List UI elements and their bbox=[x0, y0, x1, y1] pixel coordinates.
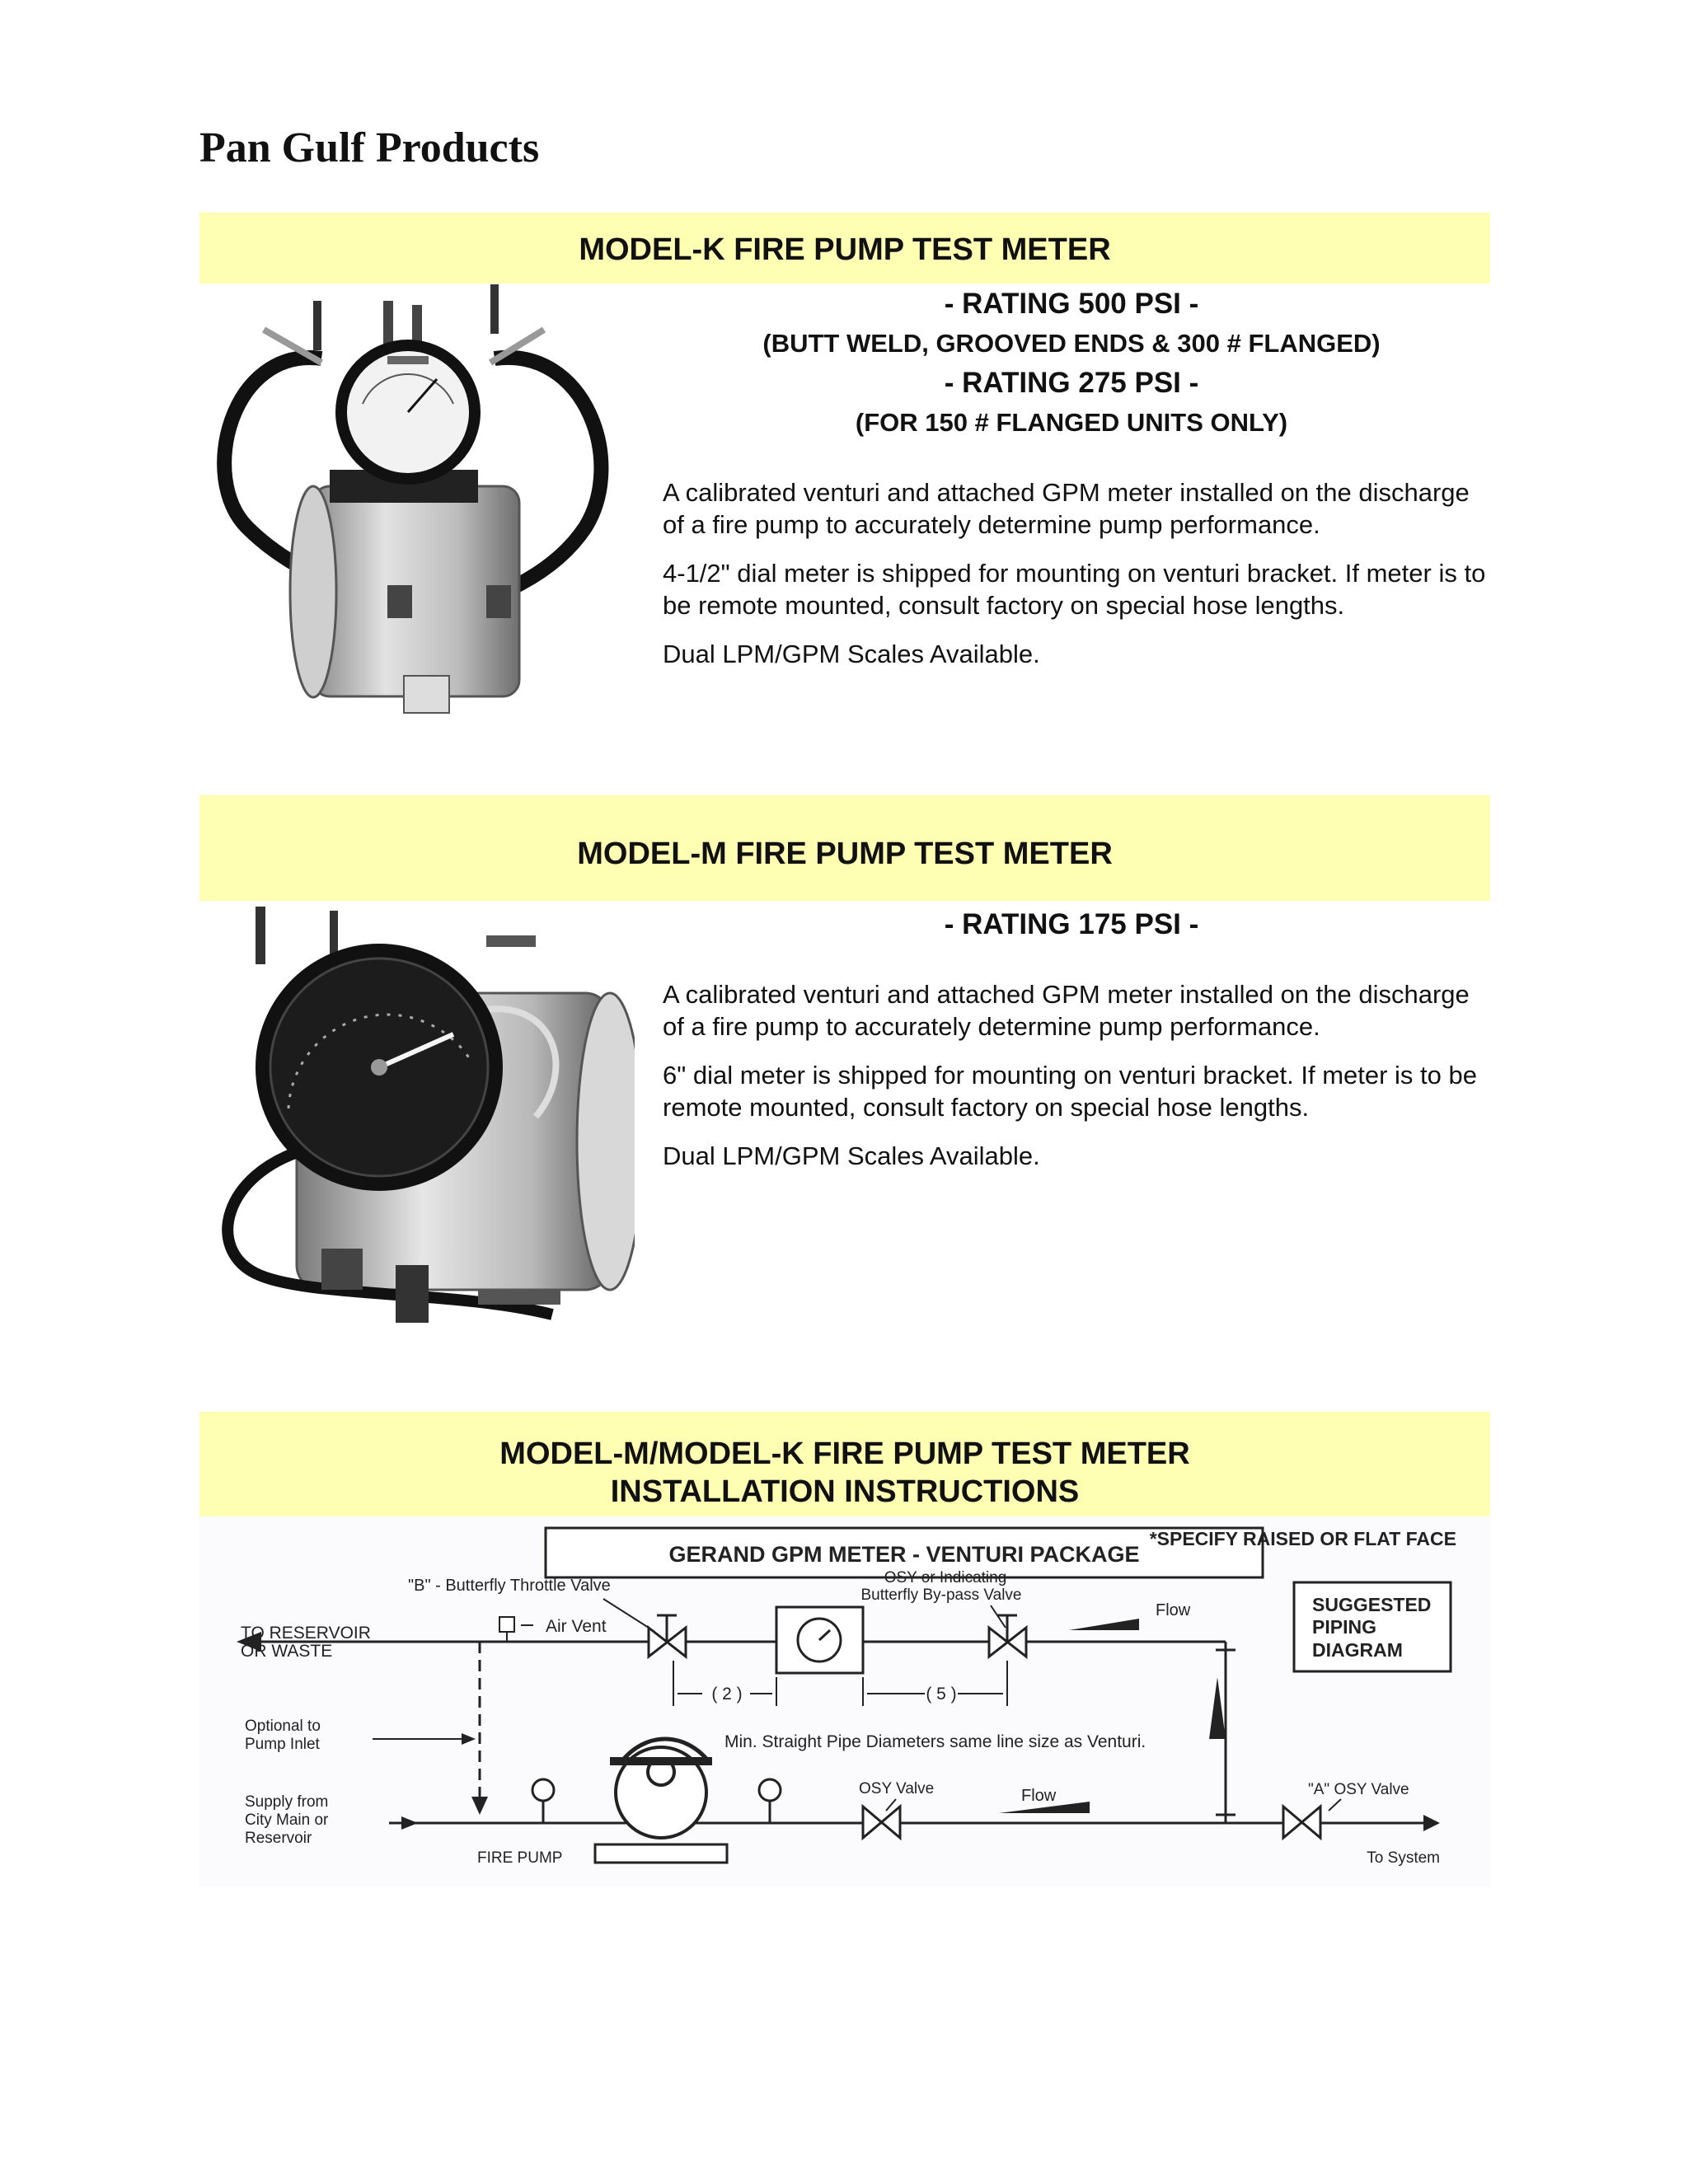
dimension-2: ( 2 ) bbox=[711, 1685, 743, 1704]
model-k-rating-275: - RATING 275 PSI - bbox=[944, 367, 1199, 399]
supply-line-3: Reservoir bbox=[245, 1830, 312, 1847]
installation-title-line-2: INSTALLATION INSTRUCTIONS bbox=[610, 1474, 1080, 1509]
to-reservoir-line-2: OR WASTE bbox=[241, 1642, 333, 1661]
model-k-desc-3: Dual LPM/GPM Scales Available. bbox=[663, 640, 1040, 668]
piping-diagram bbox=[199, 1516, 1490, 1887]
specify-note: *SPECIFY RAISED OR FLAT FACE bbox=[1149, 1528, 1456, 1549]
flow-upper-label: Flow bbox=[1156, 1601, 1191, 1619]
model-m-desc-1: A calibrated venturi and attached GPM meter installed on the discharge of a fire pump to accurately determine pump performance. bbox=[663, 980, 1470, 1041]
model-m-ratings bbox=[659, 905, 1484, 944]
suggested-line-3: DIAGRAM bbox=[1312, 1639, 1403, 1661]
installation-title-band bbox=[199, 1412, 1490, 1519]
model-m-desc-3: Dual LPM/GPM Scales Available. bbox=[663, 1141, 1040, 1170]
suggested-line-1: SUGGESTED bbox=[1312, 1594, 1432, 1615]
model-k-ratings bbox=[659, 284, 1484, 443]
model-m-meter-photo bbox=[206, 902, 635, 1335]
model-k-meter-photo bbox=[198, 280, 643, 729]
model-k-title-band bbox=[199, 213, 1490, 284]
model-k-title: MODEL-K FIRE PUMP TEST METER bbox=[579, 232, 1111, 267]
model-m-description bbox=[663, 978, 1487, 1188]
model-k-description bbox=[663, 476, 1487, 687]
model-k-rating-500: - RATING 500 PSI - bbox=[944, 288, 1199, 320]
model-k-rating-275-note: (FOR 150 # FLANGED UNITS ONLY) bbox=[855, 408, 1288, 437]
bypass-label-2: Butterfly By-pass Valve bbox=[860, 1586, 1022, 1604]
fire-pump-label: FIRE PUMP bbox=[477, 1849, 563, 1867]
package-title: GERAND GPM METER - VENTURI PACKAGE bbox=[668, 1542, 1140, 1567]
to-reservoir-line-1: TO RESERVOIR bbox=[241, 1624, 371, 1643]
to-system-label: To System bbox=[1367, 1849, 1440, 1867]
model-k-desc-1: A calibrated venturi and attached GPM meter installed on the discharge of a fire pump to accurately determine pump performance. bbox=[663, 478, 1470, 539]
throttle-valve-label: "B" - Butterfly Throttle Valve bbox=[408, 1577, 611, 1595]
model-m-rating-175: - RATING 175 PSI - bbox=[944, 908, 1199, 940]
suggested-line-2: PIPING bbox=[1312, 1616, 1376, 1638]
installation-title-line-1: MODEL-M/MODEL-K FIRE PUMP TEST METER bbox=[499, 1436, 1190, 1471]
a-osy-valve-label: "A" OSY Valve bbox=[1308, 1781, 1409, 1798]
model-m-desc-2: 6" dial meter is shipped for mounting on venturi bracket. If meter is to be remote mounted, consult factory on special hose lengths. bbox=[663, 1061, 1477, 1122]
supply-line-1: Supply from bbox=[245, 1793, 329, 1811]
dimension-5: ( 5 ) bbox=[926, 1685, 957, 1704]
model-m-title-band bbox=[199, 795, 1490, 901]
brand-heading: Pan Gulf Products bbox=[199, 124, 540, 171]
flow-lower-label: Flow bbox=[1021, 1787, 1057, 1805]
model-m-title: MODEL-M FIRE PUMP TEST METER bbox=[577, 837, 1113, 871]
osy-valve-label: OSY Valve bbox=[859, 1780, 935, 1797]
model-k-desc-2: 4-1/2" dial meter is shipped for mounting on venturi bracket. If meter is to be remote mounted, consult factory on special hose lengths. bbox=[663, 559, 1486, 620]
supply-line-2: City Main or bbox=[245, 1811, 329, 1829]
optional-line-2: Pump Inlet bbox=[245, 1736, 320, 1753]
optional-line-1: Optional to bbox=[245, 1718, 321, 1735]
min-straight-note: Min. Straight Pipe Diameters same line size as Venturi. bbox=[724, 1732, 1146, 1751]
air-vent-label: Air Vent bbox=[546, 1617, 607, 1636]
model-k-rating-500-note: (BUTT WELD, GROOVED ENDS & 300 # FLANGED) bbox=[762, 329, 1381, 358]
bypass-label-1: OSY or Indicating bbox=[884, 1569, 1007, 1586]
